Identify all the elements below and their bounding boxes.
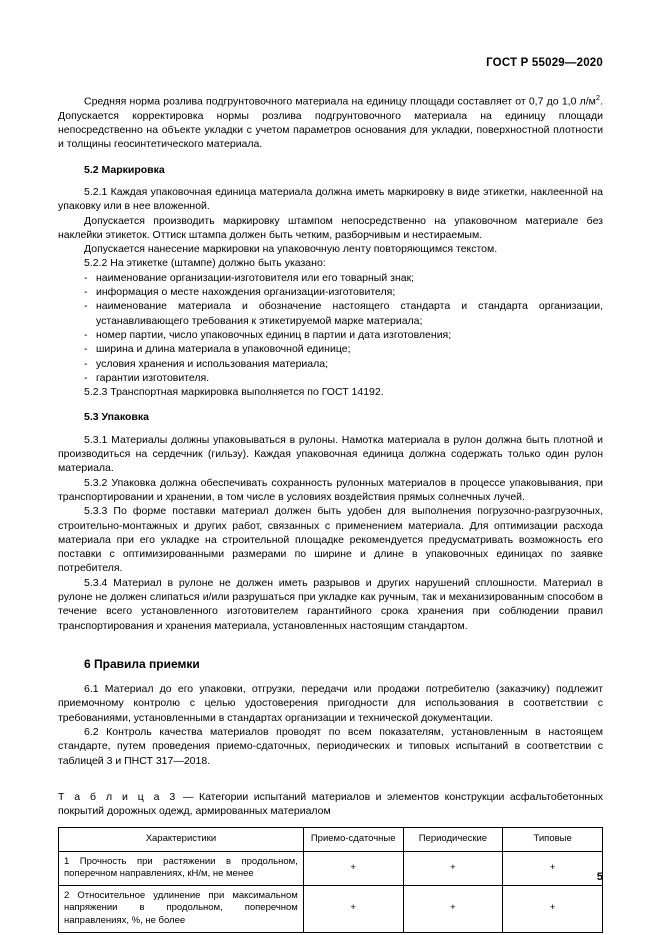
column-header-type: Типовые <box>503 827 603 851</box>
intro-superscript: 2 <box>595 93 601 102</box>
paragraph-5-3-1: 5.3.1 Материалы должны упаковываться в рулоны. Намотка материала в рулон должна быть плотной и производиться на сердечник (гильзу). Каждая упаковочная единица должна содержать только один рулон материала. <box>58 433 603 475</box>
document-body <box>58 91 603 933</box>
cell-characteristic: 1 Прочность при растяжении в продольном, поперечном направлениях, кН/м, не менее <box>59 851 304 885</box>
dash-bullet: - <box>84 271 88 284</box>
paragraph-5-2-1b: Допускается производить маркировку штампом непосредственно на упаковочном материале без наклейки этикеток. Оттиск штампа должен быть четким, разборчивым и нестираемым. <box>58 214 603 241</box>
intro-text-2: . Допускается корректировка нормы розлива подгрунтовочного материала на единицу площади непосредственно на объекте укладки с учетом параметров основания для укладки, поверхностной плотности и толщины геосинтетического материала. <box>58 95 603 151</box>
paragraph-5-3-4: 5.3.4 Материал в рулоне не должен иметь разрывов и других нарушений сплошности. Материал в рулоне не должен слипаться и/или разрушаться при укладке как ручным, так и механизированным способом в течение всего установленного изготовителем гарантийного срока хранения при соблюдении правил транспортирования и хранения материала, установленных настоящим стандартом. <box>58 576 603 632</box>
list-item-label: номер партии, число упаковочных единиц в партии и дата изготовления; <box>96 328 452 341</box>
paragraph-6-2: 6.2 Контроль качества материалов проводят по всем показателям, установленным в настоящем стандарте, путем проведения приемо-сдаточных, периодических и типовых испытаний в соответствии с таблицей 3 и ПНСТ 317—2018. <box>58 726 603 767</box>
table-row <box>59 851 603 885</box>
cell-acceptance: + <box>303 885 403 932</box>
table-row <box>59 885 603 932</box>
paragraph-5-2-3: 5.2.3 Транспортная маркировка выполняется по ГОСТ 14192. <box>84 386 384 399</box>
paragraph-6-1: 6.1 Материал до его упаковки, отгрузки, передачи или продажи потребителю (заказчику) подлежит приемочному контролю с целью удостоверения пригодности для использования в соответствии с требованиями, установленными в стандартах организации и технической документации. <box>58 683 603 724</box>
cell-type: + <box>503 851 603 885</box>
dash-bullet: - <box>84 328 88 341</box>
list-item-label: информация о месте нахождения организации-изготовителя; <box>96 286 396 299</box>
page-header <box>58 0 603 69</box>
table-header-row <box>59 827 603 851</box>
list-item-label: наименование организации-изготовителя или его товарный знак; <box>96 271 415 284</box>
list-item <box>58 328 603 342</box>
table-caption-text: — Категории испытаний материалов и элементов конструкции асфальтобетонных покрытий дорожных одежд, армированных материалом <box>58 790 604 817</box>
list-item <box>58 299 603 328</box>
paragraph-intro <box>58 91 603 152</box>
column-header-characteristics: Характеристики <box>59 827 304 851</box>
list-item <box>58 371 603 385</box>
paragraph-5-2-1: 5.2.1 Каждая упаковочная единица материала должна иметь маркировку в виде этикетки, наклеенной на упаковку или в нее вложенной. <box>58 185 603 213</box>
list-5-2-2 <box>58 271 603 385</box>
page-number: 5 <box>596 871 603 883</box>
cell-characteristic: 2 Относительное удлинение при максимальном напряжении в продольном, поперечном направлениях, %, не более <box>59 885 304 932</box>
cell-periodic: + <box>403 851 503 885</box>
heading-5-3: 5.3 Упаковка <box>84 411 149 424</box>
dash-bullet: - <box>84 343 88 356</box>
list-item-label: ширина и длина материала в упаковочной единице; <box>96 343 351 356</box>
cell-acceptance: + <box>303 851 403 885</box>
table-caption <box>58 790 603 818</box>
paragraph-5-2-1c: Допускается нанесение маркировки на упаковочную ленту повторяющимся текстом. <box>84 243 498 256</box>
dash-bullet: - <box>84 286 88 299</box>
standard-designation: ГОСТ Р 55029—2020 <box>486 57 603 69</box>
list-item <box>58 285 603 299</box>
heading-6: 6 Правила приемки <box>84 656 200 671</box>
list-item <box>58 271 603 285</box>
paragraph-5-3-3: 5.3.3 По форме поставки материал должен быть удобен для выполнения погрузочно-разгрузочных, строительно-монтажных и других работ, связанных с применением материала. Для оптимизации расхода материала при его укладке на строительной площадке рекомендуется предусматривать возможность его поставки с оптимизированными размерами по ширине и длине в упаковочных единицах по заявке потребителя. <box>58 505 603 575</box>
paragraph-5-3-2: 5.3.2 Упаковка должна обеспечивать сохранность рулонных материалов в процессе упаковывания, при транспортировании и хранении, в том числе в условиях воздействия прямых солнечных лучей. <box>58 476 603 503</box>
intro-text-1: Средняя норма розлива подгрунтовочного материала на единицу площади составляет от 0,7 до 1,0 л/м <box>84 95 596 108</box>
dash-bullet: - <box>84 300 88 313</box>
list-item-label: наименование материала и обозначение настоящего стандарта и стандарта организации, устанавливающего требования к этикетируемой марке материала; <box>96 300 603 327</box>
dash-bullet: - <box>84 371 88 384</box>
cell-type: + <box>503 885 603 932</box>
dash-bullet: - <box>84 357 88 370</box>
column-header-periodic: Периодические <box>403 827 503 851</box>
column-header-acceptance: Приемо-сдаточные <box>303 827 403 851</box>
test-categories-table <box>58 827 603 933</box>
table-caption-label: Т а б л и ц а 3 <box>58 790 178 803</box>
list-item-label: условия хранения и использования материала; <box>96 357 329 370</box>
list-item <box>58 357 603 371</box>
list-item-label: гарантии изготовителя. <box>96 371 210 384</box>
paragraph-5-2-2: 5.2.2 На этикетке (штампе) должно быть указано: <box>84 257 326 270</box>
list-item <box>58 342 603 356</box>
heading-5-2: 5.2 Маркировка <box>84 163 165 176</box>
cell-periodic: + <box>403 885 503 932</box>
